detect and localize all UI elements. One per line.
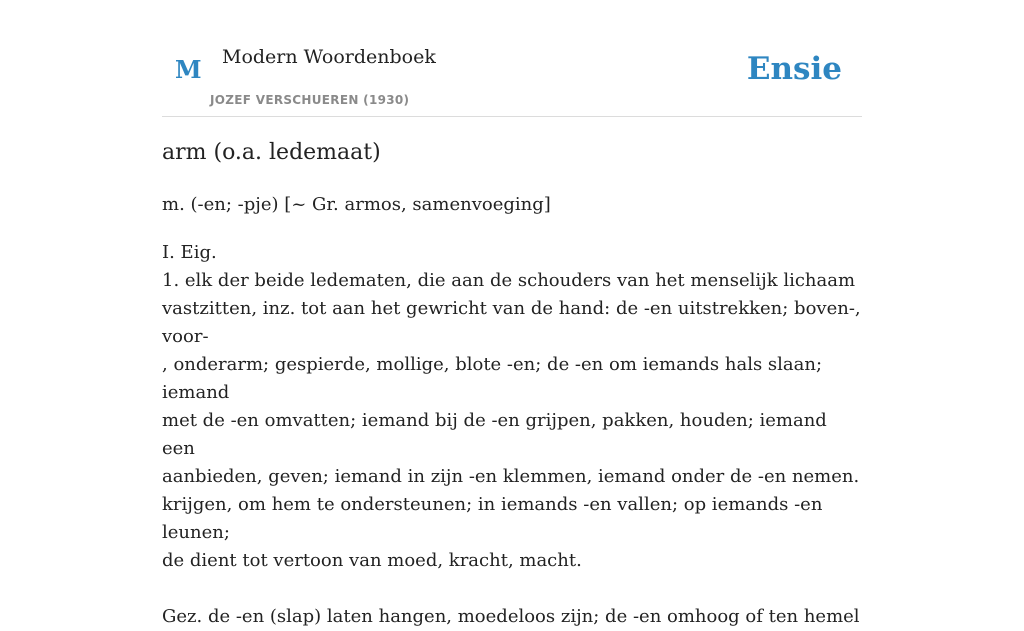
paragraph-gap (162, 575, 862, 603)
definition-line: 1. elk der beide ledematen, die aan de schouders van het menselijk lichaam (162, 270, 856, 291)
book-title-link[interactable]: Modern Woordenboek (222, 46, 436, 68)
definition-line: met de -en omvatten; iemand bij de -en grijpen, pakken, houden; iemand een (162, 410, 827, 459)
definition-line: vastzitten, inz. tot aan het gewricht van de hand: de -en uitstrekken; boven-, voor- (162, 298, 861, 347)
grammar-info: m. (-en; -pje) [~ Gr. armos, samenvoeging] (162, 194, 551, 215)
brand-logo[interactable]: Ensie (746, 51, 842, 87)
book-logo[interactable]: M (175, 55, 202, 84)
author-label: JOZEF VERSCHUEREN (1930) (210, 93, 410, 107)
page-content (162, 0, 862, 627)
next-paragraph: Gez. de -en (slap) laten hangen, moedeloos zijn; de -en omhoog of ten hemel (162, 606, 860, 627)
definition-line: , onderarm; gespierde, mollige, blote -en; de -en om iemands hals slaan; iemand (162, 354, 823, 403)
definition-line: de dient tot vertoon van moed, kracht, macht. (162, 550, 582, 571)
section-label: I. Eig. (162, 242, 217, 263)
definition-line: krijgen, om hem te ondersteunen; in iemands -en vallen; op iemands -en leunen; (162, 494, 823, 543)
definition-body (162, 239, 862, 631)
definition-line: aanbieden, geven; iemand in zijn -en klemmen, iemand onder de -en nemen. (162, 466, 860, 487)
header (162, 0, 862, 117)
headword: arm (o.a. ledemaat) (162, 140, 381, 165)
